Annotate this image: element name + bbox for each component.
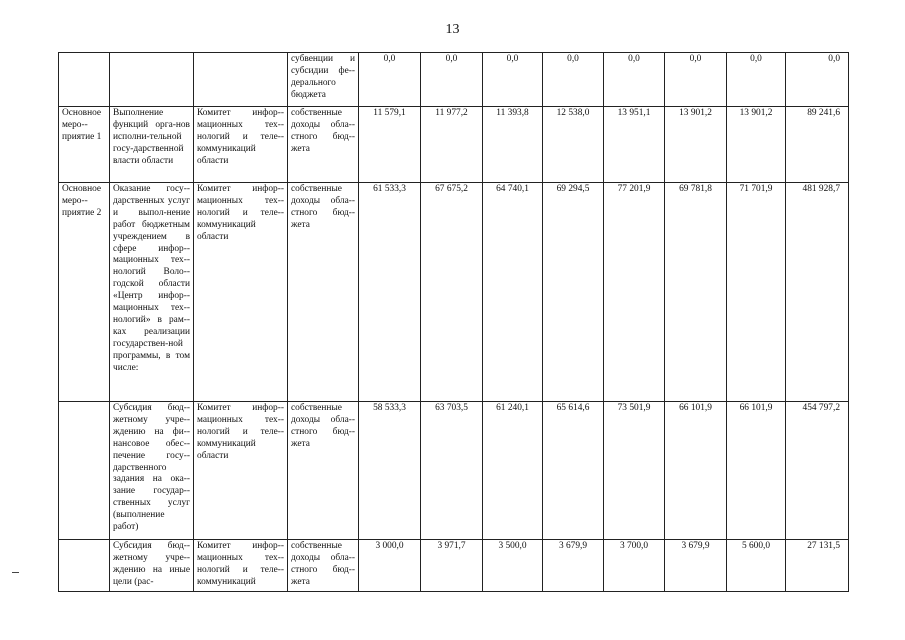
- cell-value: 3 700,0: [604, 540, 665, 592]
- cell-funding-source: собственные доходы обла-стного бюд-жета: [288, 402, 359, 540]
- cell-value: 0,0: [665, 53, 727, 107]
- cell-value: 61 533,3: [359, 183, 421, 402]
- cell-value: 61 240,1: [483, 402, 543, 540]
- cell-activity: Основное меро-приятие 1: [59, 107, 110, 183]
- cell-description: [110, 53, 194, 107]
- cell-description: Выполнение функций орга-нов исполни-тельной госу-дарственной власти области: [110, 107, 194, 183]
- cell-executor: Комитет инфор-мационных тех-нологий и теле-коммуникаций: [194, 540, 288, 592]
- cell-description: Субсидия бюд-жетному учре-ждению на иные цели (рас-: [110, 540, 194, 592]
- cell-value: 63 703,5: [421, 402, 483, 540]
- cell-total: 89 241,6: [786, 107, 849, 183]
- cell-funding-source: собственные доходы обла-стного бюд-жета: [288, 107, 359, 183]
- budget-table: [58, 52, 849, 592]
- cell-value: 66 101,9: [727, 402, 786, 540]
- cell-value: 69 294,5: [543, 183, 604, 402]
- cell-value: 0,0: [727, 53, 786, 107]
- cell-funding-source: субвенции и субсидии фе-дерального бюджета: [288, 53, 359, 107]
- cell-total: 454 797,2: [786, 402, 849, 540]
- cell-total: 0,0: [786, 53, 849, 107]
- cell-value: 64 740,1: [483, 183, 543, 402]
- cell-value: 13 901,2: [727, 107, 786, 183]
- cell-value: 13 951,1: [604, 107, 665, 183]
- cell-executor: Комитет инфор-мационных тех-нологий и теле-коммуникаций области: [194, 402, 288, 540]
- cell-value: 11 977,2: [421, 107, 483, 183]
- cell-executor: Комитет инфор-мационных тех-нологий и теле-коммуникаций области: [194, 107, 288, 183]
- cell-value: 13 901,2: [665, 107, 727, 183]
- cell-value: 3 679,9: [543, 540, 604, 592]
- cell-value: 12 538,0: [543, 107, 604, 183]
- cell-executor: [194, 53, 288, 107]
- cell-value: 77 201,9: [604, 183, 665, 402]
- cell-value: 0,0: [483, 53, 543, 107]
- cell-value: 3 000,0: [359, 540, 421, 592]
- cell-activity: [59, 540, 110, 592]
- cell-funding-source: собственные доходы обла-стного бюд-жета: [288, 183, 359, 402]
- cell-value: 71 701,9: [727, 183, 786, 402]
- page-number: 13: [445, 22, 460, 37]
- cell-value: 0,0: [543, 53, 604, 107]
- cell-value: 65 614,6: [543, 402, 604, 540]
- cell-value: 69 781,8: [665, 183, 727, 402]
- cell-executor: Комитет инфор-мационных тех-нологий и теле-коммуникаций области: [194, 183, 288, 402]
- cell-value: 11 579,1: [359, 107, 421, 183]
- cell-value: 5 600,0: [727, 540, 786, 592]
- cell-value: 3 971,7: [421, 540, 483, 592]
- cell-value: 66 101,9: [665, 402, 727, 540]
- table-row: [59, 402, 849, 540]
- cell-value: 0,0: [604, 53, 665, 107]
- cell-activity: [59, 402, 110, 540]
- cell-value: 0,0: [359, 53, 421, 107]
- table-row: [59, 183, 849, 402]
- margin-mark: [12, 572, 19, 573]
- table-row: [59, 53, 849, 107]
- cell-value: 11 393,8: [483, 107, 543, 183]
- table-row: [59, 540, 849, 592]
- cell-value: 0,0: [421, 53, 483, 107]
- cell-value: 3 500,0: [483, 540, 543, 592]
- cell-value: 73 501,9: [604, 402, 665, 540]
- cell-funding-source: собственные доходы обла-стного бюд-жета: [288, 540, 359, 592]
- cell-total: 27 131,5: [786, 540, 849, 592]
- cell-value: 58 533,3: [359, 402, 421, 540]
- cell-value: 67 675,2: [421, 183, 483, 402]
- cell-activity: [59, 53, 110, 107]
- cell-total: 481 928,7: [786, 183, 849, 402]
- cell-activity: Основное меро-приятие 2: [59, 183, 110, 402]
- cell-description: Субсидия бюд-жетному учре-ждению на фи-нансовое обес-печение госу-дарственного задания на ока-зание государ-ственных услуг (выполнение работ): [110, 402, 194, 540]
- table-row: [59, 107, 849, 183]
- cell-description: Оказание госу-дарственных услуг и выпол-нение работ бюджетным учреждением в сфере инфор-мационных тех-нологий Воло-годской области «Центр инфор-мационных тех-нологий» в рам-ках реализации государствен-ной программы, в том числе:: [110, 183, 194, 402]
- cell-value: 3 679,9: [665, 540, 727, 592]
